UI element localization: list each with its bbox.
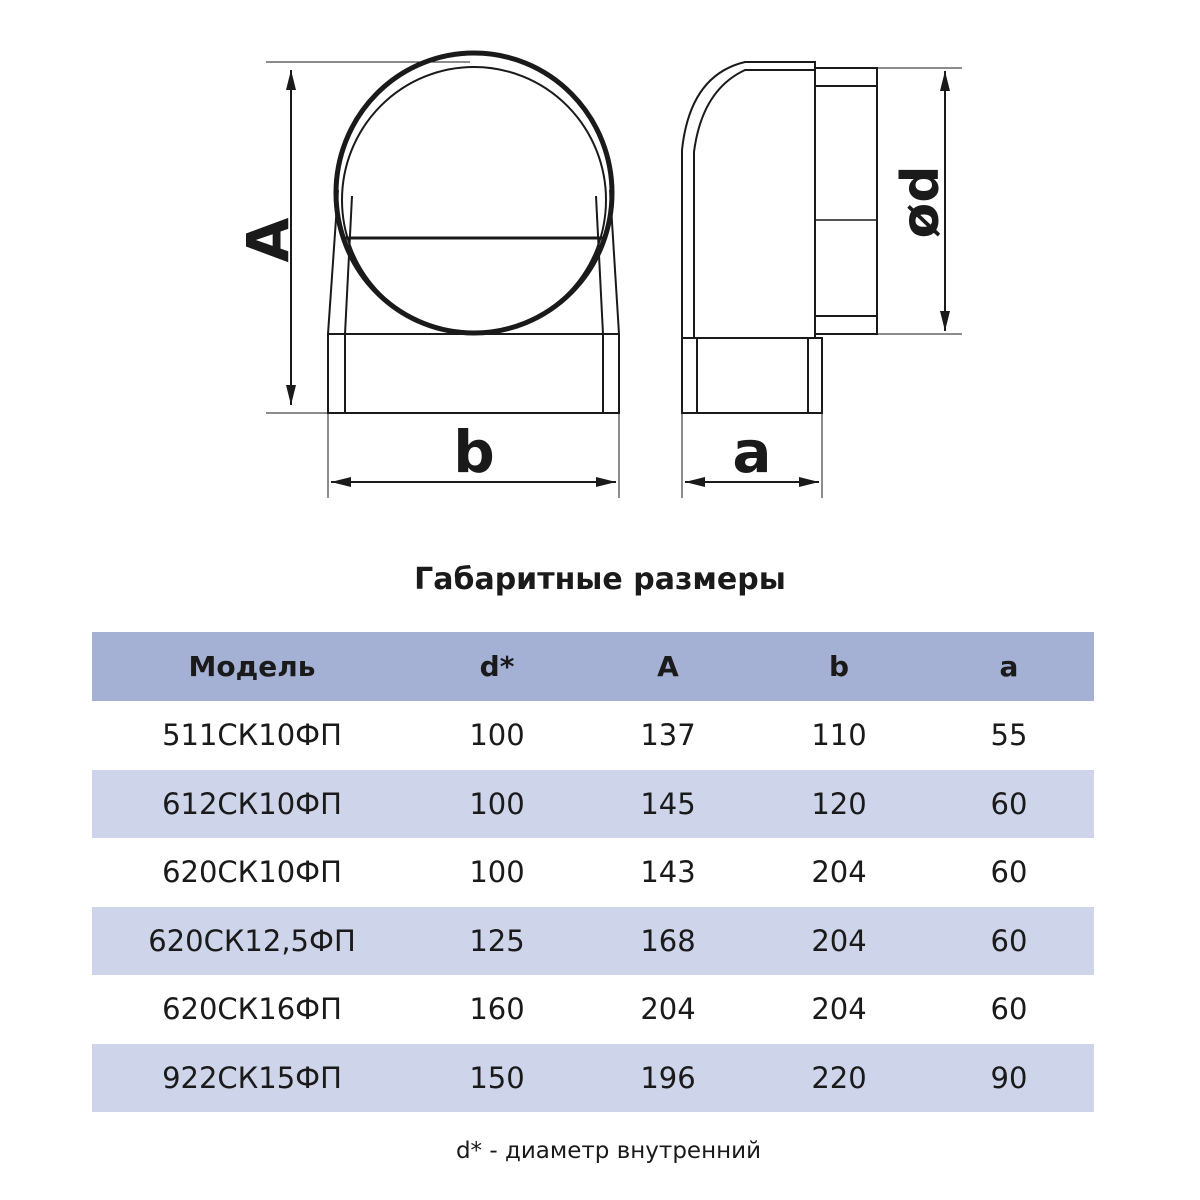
table-cell: 110 — [811, 718, 867, 753]
table-cell: 125 — [469, 923, 525, 958]
table-title: Габаритные размеры — [414, 562, 786, 597]
header-cell: Модель — [188, 650, 316, 683]
table-cell: 220 — [811, 1060, 867, 1095]
table-cell: 90 — [990, 1060, 1028, 1095]
table-cell: 204 — [811, 923, 867, 958]
table-cell: 145 — [640, 786, 696, 821]
table-cell: 100 — [469, 718, 525, 753]
table-cell: 620СК12,5ФП — [148, 923, 356, 958]
dimension-A-label: A — [234, 217, 302, 263]
table-cell: 612СК10ФП — [162, 786, 342, 821]
table-row — [92, 838, 1094, 907]
table-cell: 511СК10ФП — [162, 718, 342, 753]
table-cell: 100 — [469, 855, 525, 890]
dimension-b-label: b — [453, 418, 495, 486]
table-cell: 922СК15ФП — [162, 1060, 342, 1095]
table-cell: 620СК10ФП — [162, 855, 342, 890]
table-row — [92, 1044, 1094, 1113]
table-row — [92, 701, 1094, 770]
table-cell: 55 — [990, 718, 1028, 753]
table-cell: 196 — [640, 1060, 696, 1095]
table-cell: 143 — [640, 855, 696, 890]
table-cell: 100 — [469, 786, 525, 821]
table-row — [92, 907, 1094, 976]
table-row — [92, 975, 1094, 1044]
table-cell: 620СК16ФП — [162, 992, 342, 1027]
table-cell: 60 — [990, 992, 1028, 1027]
dimension-a-label: a — [732, 418, 772, 486]
side-view — [682, 62, 877, 413]
table-row — [92, 770, 1094, 839]
table-cell: 60 — [990, 855, 1028, 890]
table-cell: 204 — [811, 855, 867, 890]
header-cell: b — [828, 650, 850, 683]
table-cell: 160 — [469, 992, 525, 1027]
header-cell: A — [657, 650, 679, 683]
technical-drawing — [0, 0, 1200, 540]
table-cell: 137 — [640, 718, 696, 753]
table-cell: 150 — [469, 1060, 525, 1095]
footnote: d* - диаметр внутренний — [455, 1138, 762, 1164]
dimension-d-label: ød — [891, 165, 951, 239]
table-cell: 60 — [990, 786, 1028, 821]
table-cell: 204 — [640, 992, 696, 1027]
table-cell: 60 — [990, 923, 1028, 958]
front-view — [328, 53, 619, 413]
table-cell: 120 — [811, 786, 867, 821]
header-cell: a — [999, 650, 1019, 683]
table-cell: 204 — [811, 992, 867, 1027]
dimensions-table — [92, 632, 1094, 1112]
table-cell: 168 — [640, 923, 696, 958]
header-cell: d* — [479, 650, 515, 683]
table-header-row — [92, 632, 1094, 701]
